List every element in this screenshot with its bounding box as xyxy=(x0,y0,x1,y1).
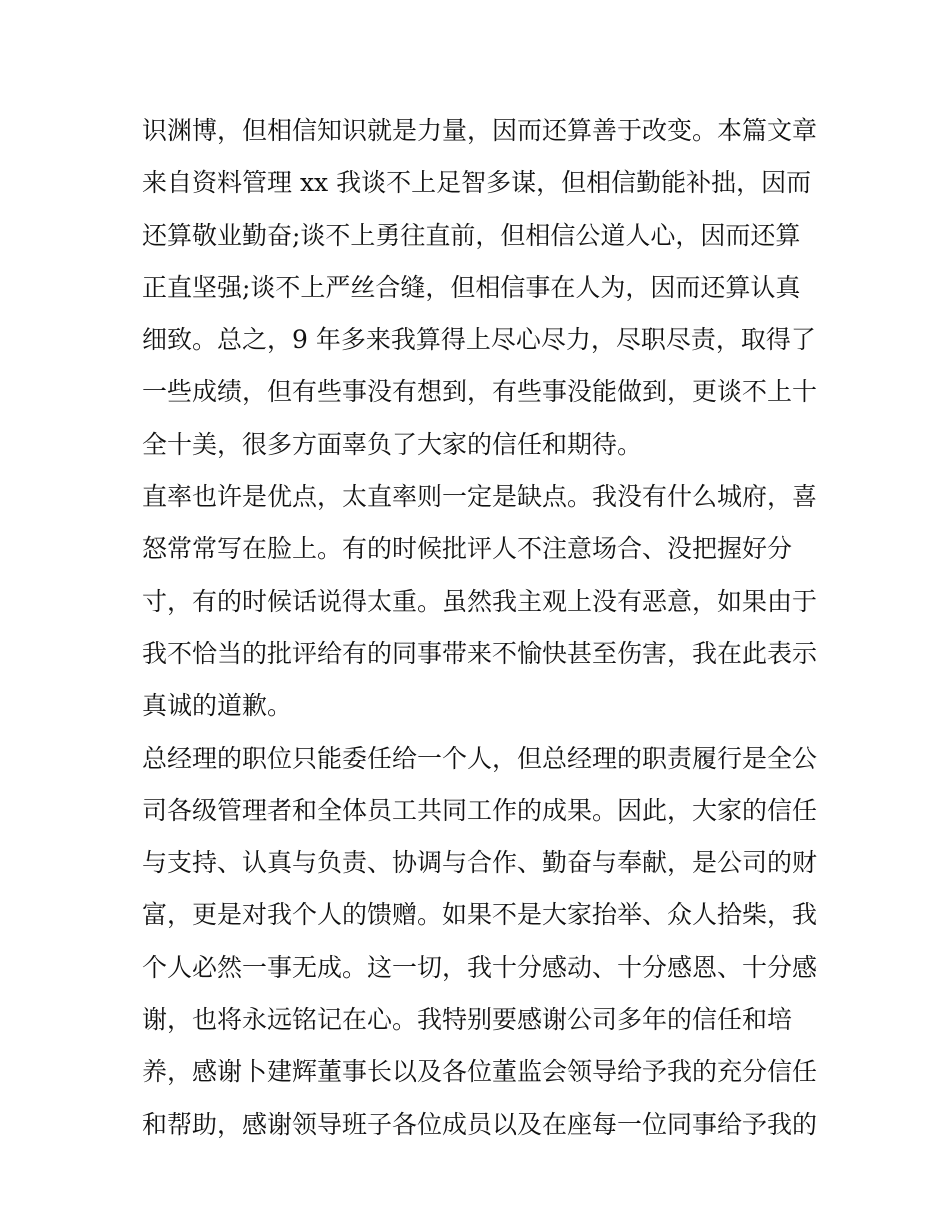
text-line: 我不恰当的批评给有的同事带来不愉快甚至伤害，我在此表示 xyxy=(142,638,818,668)
text-line: 识渊博，但相信知识就是力量，因而还算善于改变。本篇文章 xyxy=(142,116,818,145)
text-line: 正直坚强;谈不上严丝合缝，但相信事在人为，因而还算认真 xyxy=(142,272,801,302)
text-line: 还算敬业勤奋;谈不上勇往直前，但相信公道人心，因而还算 xyxy=(142,220,801,250)
text-line: 全十美，很多方面辜负了大家的信任和期待。 xyxy=(142,429,643,459)
text-line: 与支持、认真与负责、协调与合作、勤奋与奉献，是公司的财 xyxy=(142,848,818,878)
text-line: 和帮助，感谢领导班子各位成员以及在座每一位同事给予我的 xyxy=(142,1109,818,1139)
text-line: 富，更是对我个人的馈赠。如果不是大家抬举、众人拾柴，我 xyxy=(142,900,818,930)
text-line: 养，感谢卜建辉董事长以及各位董监会领导给予我的充分信任 xyxy=(142,1057,818,1087)
text-line: 总经理的职位只能委任给一个人，但总经理的职责履行是全公 xyxy=(142,743,818,773)
text-line: 谢，也将永远铭记在心。我特别要感谢公司多年的信任和培 xyxy=(142,1005,793,1035)
text-line: 真诚的道歉。 xyxy=(142,691,293,721)
text-line: 细致。总之，9 年多来我算得上尽心尽力，尽职尽责，取得了 xyxy=(142,325,816,355)
text-line: 直率也许是优点，太直率则一定是缺点。我没有什么城府，喜 xyxy=(142,482,818,512)
text-line: 寸，有的时候话说得太重。虽然我主观上没有恶意，如果由于 xyxy=(142,586,818,616)
document-body xyxy=(142,105,822,1151)
text-line: 怒常常写在脸上。有的时候批评人不注意场合、没把握好分 xyxy=(142,534,793,564)
text-line: 来自资料管理 xx 我谈不上足智多谋，但相信勤能补拙，因而 xyxy=(142,168,812,198)
text-line: 个人必然一事无成。这一切，我十分感动、十分感恩、十分感 xyxy=(142,952,818,982)
text-line: 一些成绩，但有些事没有想到，有些事没能做到，更谈不上十 xyxy=(142,377,818,407)
text-line: 司各级管理者和全体员工共同工作的成果。因此，大家的信任 xyxy=(142,795,818,825)
